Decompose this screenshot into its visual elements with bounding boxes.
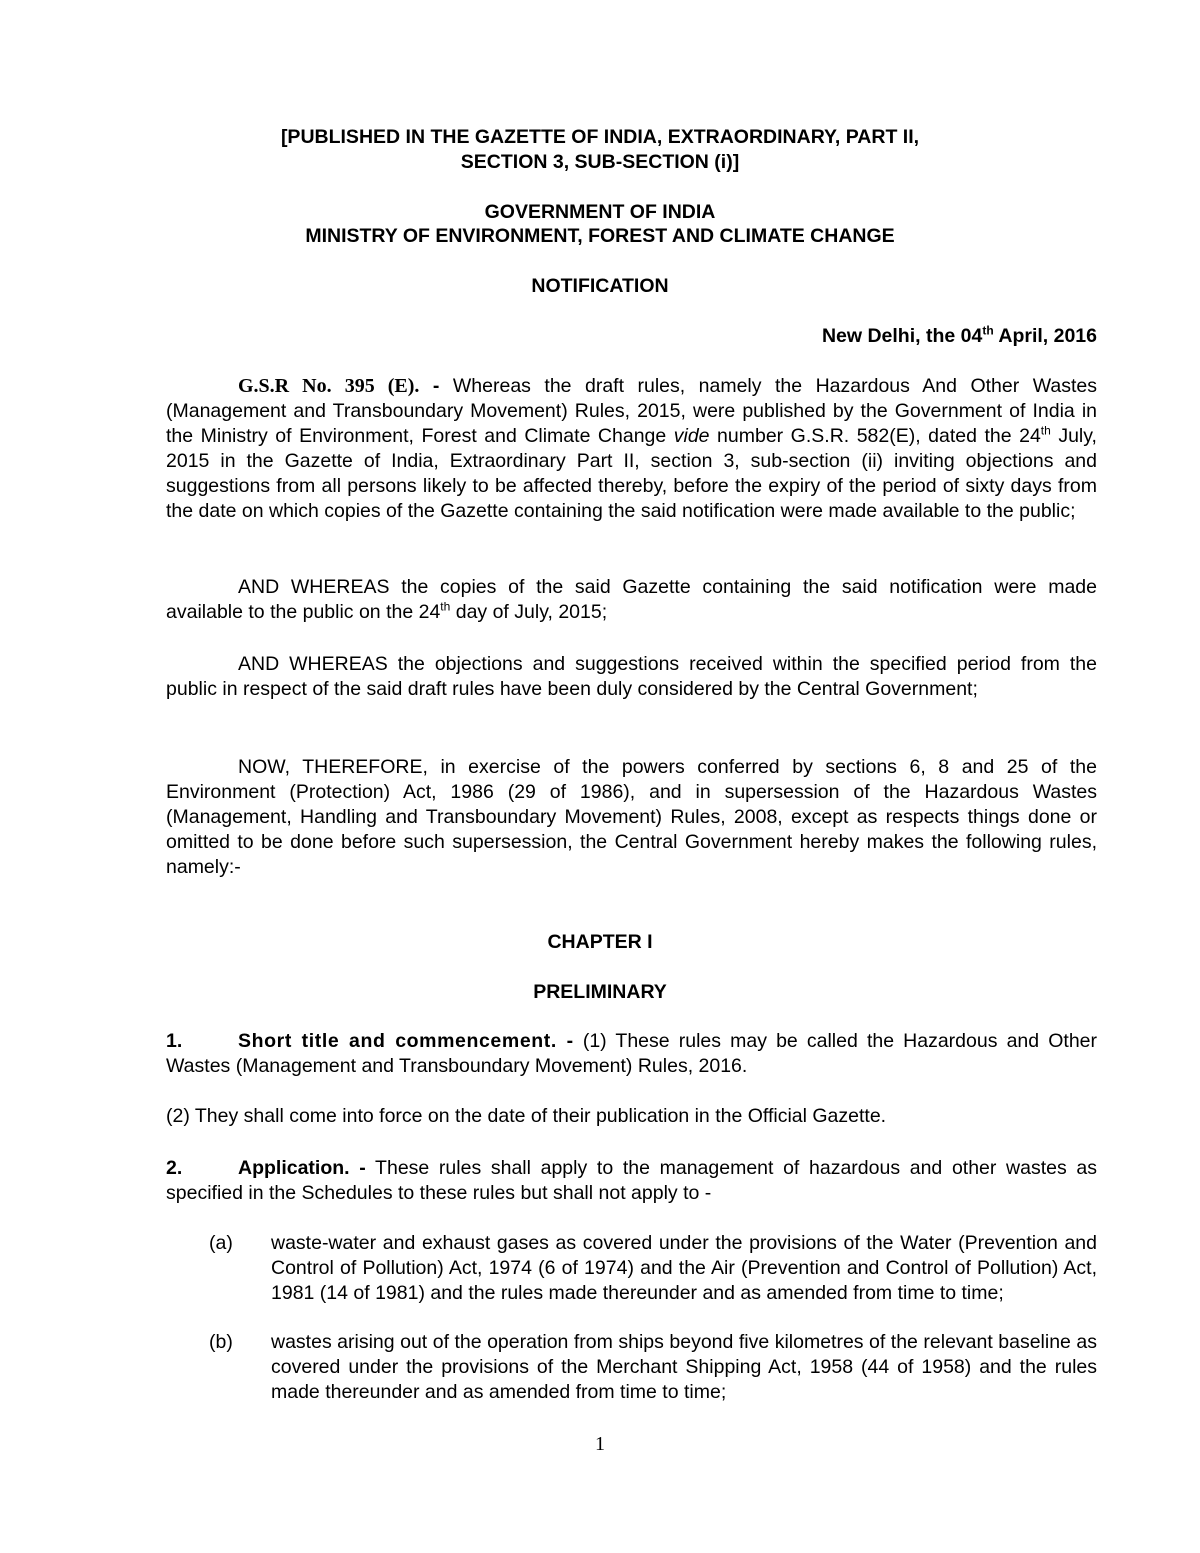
date-suffix: April, 2016	[993, 325, 1097, 347]
date-superscript: th	[982, 323, 994, 338]
gsr-dash: -	[419, 375, 453, 397]
notification-title: NOTIFICATION	[531, 275, 669, 297]
ministry-title: MINISTRY OF ENVIRONMENT, FOREST AND CLIMATE CHANGE	[305, 225, 895, 247]
notification-date	[822, 324, 1097, 349]
whereas2-text-b: day of July, 2015;	[450, 601, 608, 623]
rule-1-number: 1.	[166, 1030, 183, 1052]
gsr-label: G.S.R No. 395 (E).	[238, 375, 420, 397]
rule-1-heading: Short title and commencement. -	[238, 1030, 574, 1052]
gazette-header-line-2: SECTION 3, SUB-SECTION (i)]	[460, 151, 740, 173]
gsr-text-b: number G.S.R. 582(E), dated the 24	[709, 425, 1041, 447]
gsr-superscript: th	[1040, 423, 1051, 438]
rule-2-text: These rules shall apply to the management of hazardous and other wastes as specified in the Schedules to these rules but shall not apply to -	[166, 1157, 1098, 1204]
item-a-text: waste-water and exhaust gases as covered under the provisions of the Water (Prevention and Control of Pollution) Act, 1974 (6 of 1974) and the Air (Prevention and Control of Pollution) Act, 1981 (14 of 1981) and the rules made thereunder and as amended from time to time;	[271, 1232, 1097, 1304]
item-b-label: (b)	[209, 1331, 233, 1353]
whereas-paragraph-3: AND WHEREAS the objections and suggestions received within the specified period from the public in respect of the said draft rules have been duly considered by the Central Government;	[166, 653, 1097, 700]
gsr-paragraph	[166, 374, 1097, 524]
gsr-text-c: July, 2015 in the Gazette of India, Extraordinary Part II, section 3, sub-section (ii) inviting objections and suggestions from all persons likely to be affected thereby, before the expiry of the period of sixty days from the date on which copies of the Gazette containing the said notification were made available to the public;	[166, 425, 1097, 522]
therefore-paragraph: NOW, THEREFORE, in exercise of the powers conferred by sections 6, 8 and 25 of the Environment (Protection) Act, 1986 (29 of 1986), and in supersession of the Hazardous Wastes (Management, Handling and Transboundary Movement) Rules, 2008, except as respects things done or omitted to be done before such supersession, the Central Government hereby makes the following rules, namely:-	[166, 756, 1097, 878]
gsr-vide: vide	[673, 425, 710, 447]
item-a-label: (a)	[209, 1232, 233, 1254]
whereas2-text-a: AND WHEREAS the copies of the said Gazette containing the said notification were made available to the public on the 24	[166, 576, 1097, 623]
rule-1-text: (1) These rules may be called the Hazardous and Other Wastes (Management and Transboundary Movement) Rules, 2016.	[166, 1030, 1097, 1077]
date-prefix: New Delhi, the 04	[821, 325, 983, 347]
item-b-text: wastes arising out of the operation from ships beyond five kilometres of the relevant baseline as covered under the provisions of the Merchant Shipping Act, 1958 (44 of 1958) and the rules made thereunder and as amended from time to time;	[271, 1331, 1097, 1403]
rule-2	[166, 1156, 1097, 1206]
whereas-paragraph-2	[166, 575, 1097, 625]
rule-2-heading: Application. -	[238, 1157, 366, 1179]
gazette-header-line-1: [PUBLISHED IN THE GAZETTE OF INDIA, EXTRAORDINARY, PART II,	[280, 126, 920, 148]
chapter-title: CHAPTER I	[547, 931, 653, 953]
gsr-text-a: Whereas the draft rules, namely the Hazardous And Other Wastes (Management and Transboundary Movement) Rules, 2015, were published by the Government of India in the Ministry of Environment, Forest and Climate Change	[166, 375, 1097, 447]
rule-2-number: 2.	[166, 1157, 183, 1179]
whereas2-superscript: th	[440, 599, 451, 614]
rule-1	[166, 1029, 1097, 1079]
rule-1-subrule-2: (2) They shall come into force on the date of their publication in the Official Gazette.	[166, 1105, 887, 1127]
government-title: GOVERNMENT OF INDIA	[484, 201, 716, 223]
chapter-subtitle: PRELIMINARY	[533, 981, 667, 1003]
page-number: 1	[595, 1433, 605, 1455]
